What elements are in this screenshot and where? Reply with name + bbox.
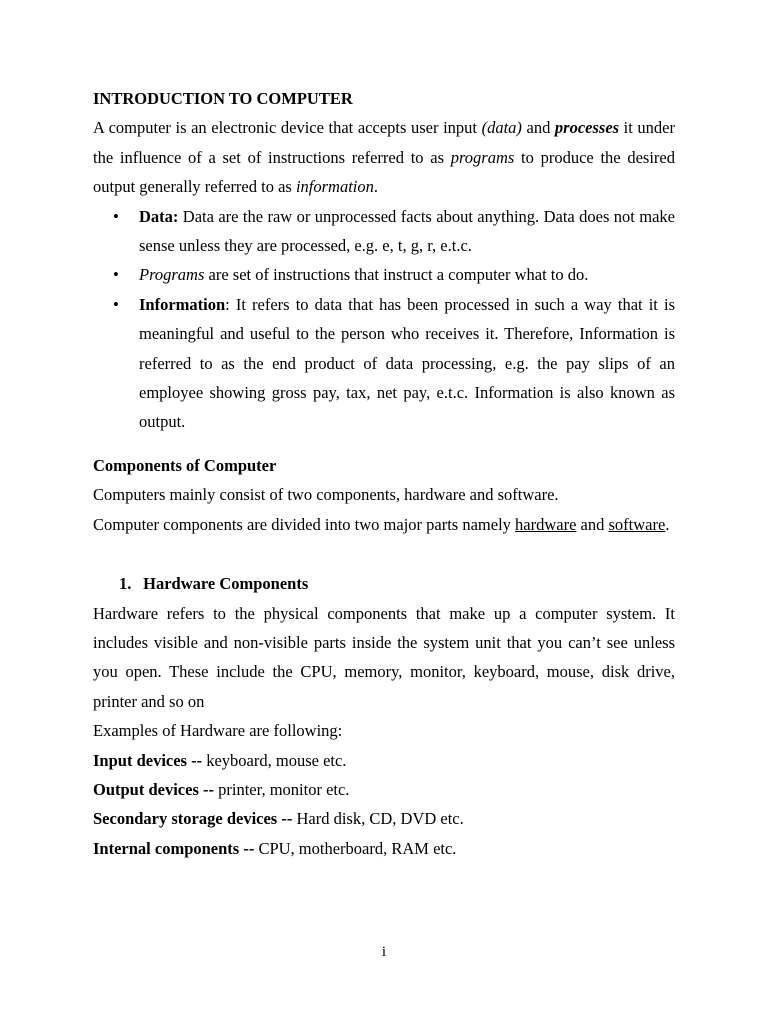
page-title: INTRODUCTION TO COMPUTER — [93, 89, 353, 108]
hardware-heading-text: Hardware Components — [143, 574, 309, 594]
information-definition: : It refers to data that has been processed in such a way that it is meaningful and useful to the person who receives it. Therefore, Information is referred to as the end product of data processing, e.g. the pay slips of an employee showing gross pay, tax, net pay, e.t.c. Information is also known as output. — [139, 294, 675, 432]
hardware-heading-number: 1. — [119, 574, 132, 594]
intro-text-5: . — [373, 177, 379, 197]
example-value: keyboard, mouse etc. — [202, 750, 347, 770]
hardware-examples-intro: Examples of Hardware are following: — [93, 721, 343, 741]
components-line-1: Computers mainly consist of two components, hardware and software. — [93, 485, 559, 505]
software-link[interactable]: software — [608, 514, 666, 534]
intro-data-term: (data) — [481, 118, 522, 138]
example-secondary-storage — [93, 804, 675, 833]
page-number: i — [381, 944, 387, 960]
list-item-data — [93, 202, 675, 261]
example-internal-components — [93, 834, 675, 863]
hardware-description: Hardware refers to the physical components that make up a computer system. It includes visible and non-visible parts inside the system unit that you can’t see unless you open. These include the CPU, memory, monitor, keyboard, mouse, disk drive, printer and so on — [93, 603, 675, 711]
intro-text-1: A computer is an electronic device that accepts user input — [93, 118, 482, 138]
bullet-icon: • — [113, 265, 119, 285]
example-value: printer, monitor etc. — [214, 779, 350, 799]
intro-text-4: to produce the desired output generally referred to as — [93, 147, 675, 197]
bullet-icon: • — [113, 294, 119, 314]
list-item-information — [93, 290, 675, 437]
components-text-c: . — [665, 514, 670, 534]
hardware-link[interactable]: hardware — [515, 514, 577, 534]
example-value: Hard disk, CD, DVD etc. — [292, 809, 464, 829]
example-label: Output devices -- — [93, 779, 214, 799]
information-term: Information — [139, 294, 226, 314]
intro-text-3: it under the influence of a set of instructions referred to as — [93, 118, 675, 167]
example-label: Internal components -- — [93, 838, 255, 858]
example-output-devices — [93, 775, 675, 804]
intro-paragraph — [93, 113, 675, 201]
definition-list — [93, 202, 675, 437]
components-line-2 — [93, 510, 675, 539]
data-definition: Data are the raw or unprocessed facts about anything. Data does not make sense unless they are processed, e.g. e, t, g, r, e.t.c. — [139, 206, 675, 256]
example-label: Input devices -- — [93, 750, 203, 770]
programs-definition: are set of instructions that instruct a computer what to do. — [204, 265, 589, 285]
intro-programs-term: programs — [450, 147, 515, 167]
example-value: CPU, motherboard, RAM etc. — [254, 838, 457, 858]
intro-information-term: information — [295, 177, 374, 197]
bullet-icon: • — [113, 206, 119, 226]
example-label: Secondary storage devices -- — [93, 809, 293, 829]
data-term: Data: — [139, 206, 179, 226]
components-heading: Components of Computer — [93, 455, 277, 475]
programs-term: Programs — [139, 265, 205, 285]
page-content — [93, 84, 675, 863]
list-item-programs — [93, 260, 675, 289]
components-text-b: and — [576, 514, 609, 534]
hardware-heading — [93, 569, 675, 598]
intro-processes-term: processes — [554, 118, 620, 138]
example-input-devices — [93, 746, 675, 775]
intro-text-2: and — [521, 118, 555, 138]
components-text-a: Computer components are divided into two major parts namely — [93, 514, 516, 534]
